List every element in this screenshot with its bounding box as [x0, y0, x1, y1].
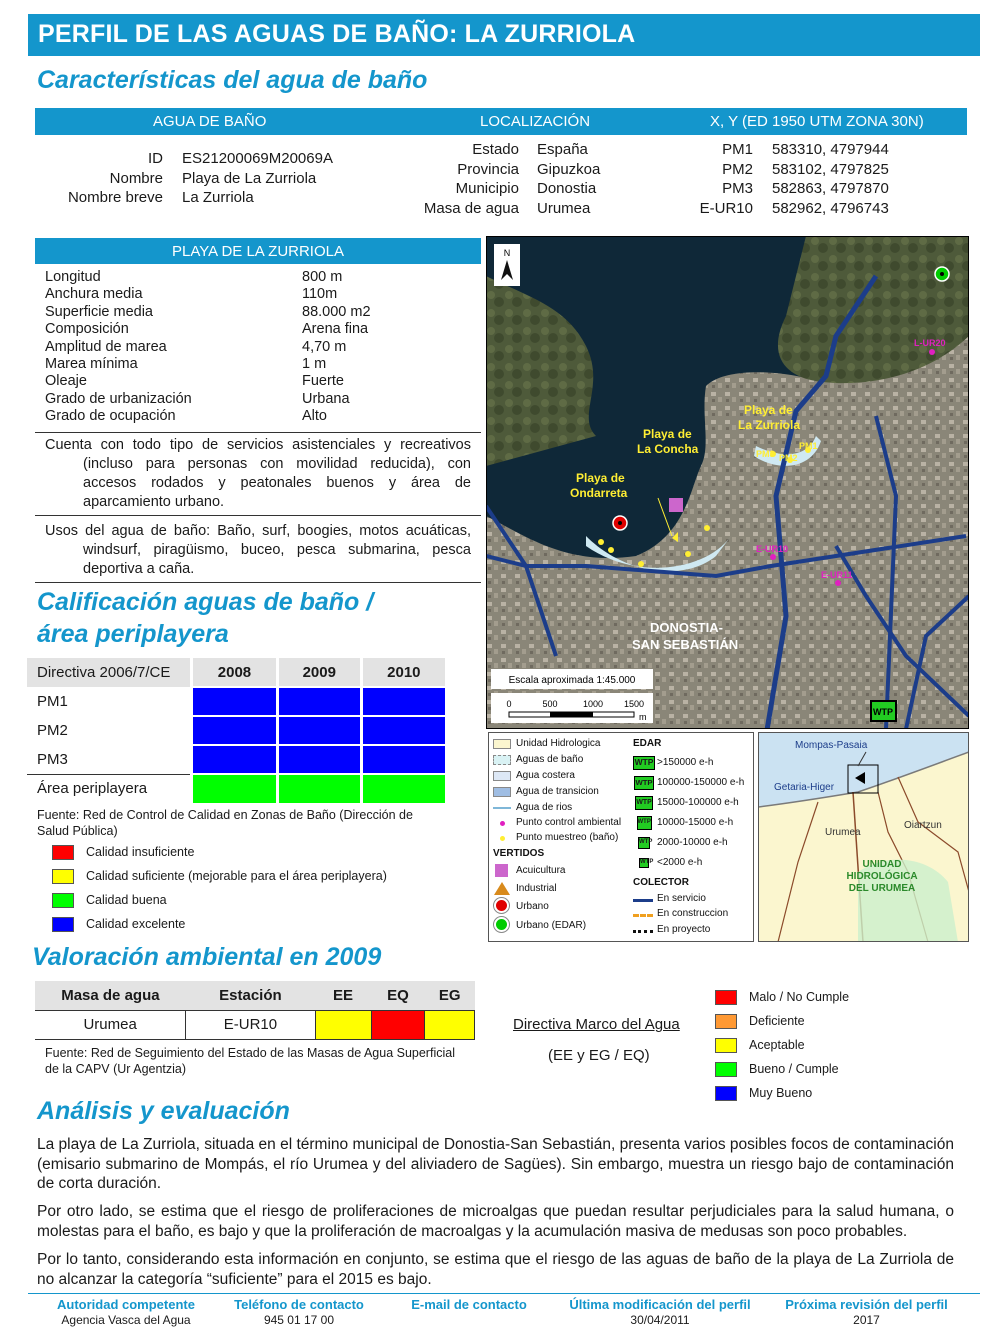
playa-row-label: Longitud: [45, 269, 101, 285]
coord-value: 582863, 4797870: [772, 180, 889, 197]
playa-row-label: Oleaje: [45, 373, 87, 390]
valoracion-estacion: E-UR10: [186, 1010, 315, 1039]
footer-heading: Autoridad competente: [57, 1297, 195, 1312]
urbano-icon: [494, 898, 509, 913]
valoracion-legend-swatch: [715, 1086, 737, 1101]
calificacion-cell: [361, 687, 445, 716]
valoracion-row: [35, 1010, 475, 1039]
legend-label: Calidad excelente: [86, 917, 186, 931]
coord-value: 582962, 4796743: [772, 199, 889, 217]
scale-tick-1500: 1500: [623, 699, 645, 709]
legend-colector-servicio: En servicio: [657, 893, 706, 904]
legend-label: Calidad buena: [86, 893, 167, 907]
calificacion-cell: [277, 774, 361, 803]
agua-id-label: ID: [148, 150, 163, 167]
playa-row-label: Grado de ocupación: [45, 408, 176, 425]
playa-row-value: 88.000 m2: [302, 303, 371, 320]
inset-map: [758, 732, 969, 942]
valoracion-header: Masa de agua: [35, 981, 186, 1010]
calificacion-cell: [192, 716, 278, 745]
scale-tick-0: 0: [506, 699, 512, 709]
edar-legend-label: 100000-150000 e-h: [657, 777, 745, 788]
scale-text: Escala aproximada 1:45.000: [508, 675, 636, 686]
agua-id-value: Playa de La Zurriola: [182, 169, 317, 187]
calificacion-row-label: PM1: [37, 693, 68, 710]
agua-id-value: ES21200069M20069A: [182, 150, 333, 167]
legend-colector-proyecto: En proyecto: [657, 924, 711, 935]
coord-label: PM1: [722, 141, 753, 158]
scale-unit: m: [639, 712, 647, 722]
footer-value: 2017: [853, 1313, 880, 1327]
agua-rios-icon: [493, 807, 511, 809]
valoracion-header-row: [35, 981, 475, 1010]
valoracion-header: EQ: [371, 981, 425, 1010]
edar-legend-label: 10000-15000 e-h: [657, 817, 734, 828]
footer-heading: Última modificación del perfil: [569, 1297, 751, 1312]
legend-agua-transicion: Agua de transicion: [516, 786, 599, 797]
directiva-marco-link[interactable]: Directiva Marco del Agua: [513, 1016, 680, 1033]
calificacion-cell: [277, 687, 361, 716]
calificacion-year-header: 2008: [192, 658, 278, 687]
industrial-icon: [494, 882, 510, 895]
inset-label-mompas: Mompas-Pasaia: [795, 740, 868, 751]
section-heading-calificacion: Calificación aguas de baño /: [37, 588, 374, 616]
section-heading-analisis: Análisis y evaluación: [37, 1097, 290, 1125]
label-ciudad-2: SAN SEBASTIÁN: [632, 637, 739, 652]
loc-label: Provincia: [457, 160, 519, 178]
directiva-sub: (EE y EG / EQ): [548, 1047, 650, 1064]
section-heading-caracteristicas: Características del agua de baño: [37, 66, 428, 94]
punto-muestreo-icon: [500, 836, 505, 841]
agua-id-value: La Zurriola: [182, 189, 254, 206]
playa-row-value: 1 m: [302, 356, 327, 372]
edar-legend-label: >150000 e-h: [657, 757, 714, 768]
calificacion-grid: [27, 658, 445, 804]
legend-colector-construccion: En construccion: [657, 908, 729, 919]
playa-row-value: Urbana: [302, 390, 350, 407]
playa-row-label: Anchura media: [45, 286, 143, 303]
colector-construccion-icon: [633, 914, 653, 917]
label-eur11: E-UR11: [821, 570, 853, 580]
playa-usos: Usos del agua de baño: Baño, surf, boogies, motos acuáticas, windsurf, piragüismo, buceo, pesca submarina, pesca deportiva a caña.: [45, 523, 471, 577]
footer-heading: Próxima revisión del perfil: [785, 1297, 948, 1312]
calificacion-row-label: Área periplayera: [27, 774, 192, 803]
wtp-legend-icon: WTP: [639, 858, 649, 868]
label-concha-2: La Concha: [637, 442, 699, 456]
playa-row-label: Grado de urbanización: [45, 390, 192, 407]
label-lur20: L-UR20: [914, 338, 946, 348]
inset-label-getaria: Getaria-Higer: [774, 782, 835, 793]
valoracion-header: EE: [315, 981, 371, 1010]
playa-rows-box: [35, 264, 481, 433]
valoracion-header: EG: [425, 981, 475, 1010]
scale-tick-1000: 1000: [582, 699, 604, 709]
calificacion-row: [27, 716, 445, 745]
legend-swatch: [52, 917, 74, 932]
label-pm3: PM3: [756, 449, 775, 459]
inset-label-oiartzun: Oiartzun: [904, 820, 942, 831]
legend-colector-title: COLECTOR: [633, 877, 689, 888]
loc-label: Estado: [472, 141, 519, 158]
label-zurriola-1: Playa de: [744, 403, 793, 417]
calificacion-row: [27, 774, 445, 803]
section-heading-periplayera: área periplayera: [37, 620, 229, 648]
footer-heading: Teléfono de contacto: [234, 1297, 364, 1312]
valoracion-cell: [425, 1010, 475, 1039]
legend-swatch: [52, 869, 74, 884]
playa-row-label: Amplitud de marea: [45, 338, 167, 355]
colector-servicio-icon: [633, 899, 653, 902]
urbano-edar-legend-icon: [494, 917, 509, 932]
loc-value: España: [537, 141, 588, 158]
playa-row-value: Arena fina: [302, 321, 369, 338]
control-point-eur11: [835, 580, 841, 586]
calificacion-row: [27, 745, 445, 774]
legend-label: Calidad insuficiente: [86, 845, 195, 859]
header-coordenadas: X, Y (ED 1950 UTM ZONA 30N): [710, 113, 924, 130]
location-map: [486, 236, 969, 729]
calificacion-row: [27, 687, 445, 716]
valoracion-fuente: Fuente: Red de Seguimiento del Estado de las Masas de Agua Superficial de la CAPV (Ur Agentzia): [45, 1046, 455, 1076]
valoracion-header: Estación: [186, 981, 315, 1010]
control-point-lur20: [929, 349, 935, 355]
footer-divider: [28, 1293, 980, 1294]
calificacion-row-label: PM2: [37, 722, 68, 739]
valoracion-legend-swatch: [715, 1062, 737, 1077]
map-legend: [488, 732, 754, 942]
unidad-hidrologica-icon: [493, 739, 511, 749]
loc-value: Gipuzkoa: [537, 160, 601, 178]
legend-label: Calidad suficiente (mejorable para el área periplayera): [86, 869, 387, 883]
calificacion-row-label: PM3: [37, 750, 68, 768]
valoracion-legend-swatch: [715, 1014, 737, 1029]
coord-value: 583102, 4797825: [772, 160, 889, 178]
aguas-bano-icon: [493, 755, 511, 765]
valoracion-legend-label: Bueno / Cumple: [749, 1062, 839, 1076]
scale-tick-500: 500: [542, 699, 558, 709]
legend-acuicultura: Acuicultura: [516, 865, 566, 876]
inset-label-urumea: Urumea: [825, 827, 861, 838]
acuicultura-marker: [669, 498, 683, 512]
calificacion-year-header: 2010: [361, 658, 445, 687]
playa-servicios: Cuenta con todo tipo de servicios asistenciales y recreativos (incluso para personas con movilidad reducida), con accesos rodados y peatonales buenos y área de aparcamiento urbano.: [45, 437, 471, 510]
label-ciudad-1: DONOSTIA-: [650, 620, 723, 635]
agua-id-label: Nombre: [109, 169, 163, 187]
valoracion-legend-label: Muy Bueno: [749, 1086, 813, 1100]
label-concha-1: Playa de: [643, 427, 692, 441]
calificacion-cell: [192, 745, 278, 774]
inset-label-unidad: UNIDAD: [862, 859, 902, 870]
inset-label-hidrologica: HIDROLÓGICA: [846, 871, 918, 882]
coord-label: PM2: [722, 160, 753, 178]
calificacion-cell: [192, 774, 278, 803]
analisis-paragraph-1: La playa de La Zurriola, situada en el término municipal de Donostia-San Sebastián, presenta varios posibles focos de contaminación (emisario submarino de Mompás, el río Urumea y del aliviadero de Sagües). Sin embargo, muestra un riesgo bajo de contaminación de corta duración.: [37, 1136, 954, 1192]
wtp-legend-icon: WTP: [638, 837, 650, 849]
footer-heading: E-mail de contacto: [411, 1297, 527, 1312]
wtp-legend-icon: WTP: [635, 796, 653, 810]
coord-label: PM3: [722, 180, 753, 197]
valoracion-legend-label: Aceptable: [749, 1038, 805, 1052]
coord-label: E-UR10: [699, 199, 753, 217]
coord-value: 583310, 4797944: [772, 141, 889, 158]
control-ambiental-icon: [500, 821, 505, 826]
acuicultura-icon: [495, 864, 508, 877]
analisis-paragraph-2: Por otro lado, se estima que el riesgo de proliferaciones de microalgas que puedan resultar perjudiciales para la salud humana, o molestas para el baño, es bajo y que la proliferación de macroalgas y la acumulación masiva de medusas son poco probables.: [37, 1203, 954, 1240]
analisis-paragraph-3: Por lo tanto, considerando esta información en conjunto, se estima que el riesgo de las aguas de baño de la playa de La Zurriola de no alcanzar la categoría “suficiente” para el 2015 es bajo.: [37, 1251, 954, 1288]
north-letter: N: [503, 248, 511, 258]
playa-header: PLAYA DE LA ZURRIOLA: [171, 243, 344, 260]
valoracion-cell: [315, 1010, 371, 1039]
section-heading-valoracion: Valoración ambiental en 2009: [32, 943, 382, 971]
valoracion-legend-swatch: [715, 1038, 737, 1053]
agua-id-label: Nombre breve: [67, 189, 163, 206]
footer-value: Agencia Vasca del Agua: [61, 1313, 191, 1327]
calificacion-fuente: Fuente: Red de Control de Calidad en Zonas de Baño (Dirección de Salud Pública): [37, 808, 413, 838]
legend-control-ambiental: Punto control ambiental: [516, 817, 622, 828]
divider-1: [35, 515, 481, 516]
playa-header-bar: [35, 238, 481, 264]
colector-proyecto-icon: [633, 930, 653, 933]
footer-value: 30/04/2011: [630, 1313, 690, 1327]
calificacion-year-header: 2009: [277, 658, 361, 687]
calificacion-cell: [192, 687, 278, 716]
legend-edar-title: EDAR: [633, 738, 662, 749]
control-point-eur10: [770, 554, 776, 560]
edar-legend-label: <2000 e-h: [657, 857, 703, 868]
legend-aguas-bano: Aguas de baño: [516, 754, 584, 765]
playa-row-label: Composición: [45, 321, 129, 338]
label-pm1: PM1: [799, 441, 818, 451]
loc-value: Donostia: [537, 180, 597, 197]
legend-swatch: [52, 893, 74, 908]
label-pm2: PM2: [779, 453, 798, 463]
legend-swatch: [52, 845, 74, 860]
label-eur10: E-UR10: [756, 544, 789, 554]
loc-label: Municipio: [455, 180, 519, 197]
agua-header-bar: [35, 108, 967, 135]
label-ondarreta-1: Playa de: [576, 471, 625, 485]
legend-unidad-hidrologica: Unidad Hidrologica: [516, 738, 601, 749]
playa-row-value: 4,70 m: [302, 338, 347, 355]
calificacion-cell: [277, 716, 361, 745]
legend-punto-muestreo: Punto muestreo (baño): [516, 832, 619, 843]
wtp-legend-icon: WTP: [634, 776, 654, 790]
header-localizacion: LOCALIZACIÓN: [480, 113, 591, 130]
inset-label-del-urumea: DEL URUMEA: [848, 883, 916, 894]
footer-value: 945 01 17 00: [263, 1313, 335, 1327]
valoracion-cell: [371, 1010, 425, 1039]
loc-label: Masa de agua: [423, 199, 519, 217]
calificacion-header-label: Directiva 2006/7/CE: [27, 658, 192, 687]
valoracion-masa: Urumea: [35, 1010, 186, 1039]
label-zurriola-2: La Zurriola: [738, 418, 801, 432]
edar-legend-label: 2000-10000 e-h: [657, 837, 728, 848]
calificacion-header-row: [27, 658, 445, 687]
loc-value: Urumea: [537, 199, 591, 217]
playa-row-value: Alto: [302, 408, 327, 425]
wtp-legend-icon: WTP: [637, 816, 652, 830]
valoracion-legend-label: Malo / No Cumple: [749, 990, 850, 1004]
playa-row-value: 800 m: [302, 269, 343, 285]
agua-costera-icon: [493, 771, 511, 781]
valoracion-legend-swatch: [715, 990, 737, 1005]
wtp-legend-icon: WTP: [633, 756, 655, 770]
label-ondarreta-2: Ondarreta: [570, 486, 628, 500]
playa-row-label: Superficie media: [45, 303, 153, 320]
playa-row-label: Marea mínima: [45, 356, 138, 372]
agua-transicion-icon: [493, 787, 511, 797]
header-agua-de-bano: AGUA DE BAÑO: [153, 113, 267, 130]
calificacion-cell: [361, 774, 445, 803]
calificacion-cell: [361, 745, 445, 774]
svg-text:WTP: WTP: [873, 707, 893, 717]
legend-agua-costera: Agua costera: [516, 770, 575, 781]
calificacion-cell: [277, 745, 361, 774]
playa-row-value: 110m: [302, 286, 338, 303]
legend-vertidos-title: VERTIDOS: [493, 848, 545, 859]
playa-row-value: Fuerte: [302, 373, 344, 390]
edar-legend-label: 15000-100000 e-h: [657, 797, 739, 808]
calificacion-cell: [361, 716, 445, 745]
page-title: PERFIL DE LAS AGUAS DE BAÑO: LA ZURRIOLA: [28, 14, 980, 56]
legend-industrial: Industrial: [516, 883, 557, 894]
divider-2: [35, 582, 481, 583]
valoracion-grid: [35, 981, 475, 1040]
valoracion-legend-label: Deficiente: [749, 1014, 805, 1028]
legend-agua-rios: Agua de rios: [516, 802, 573, 813]
legend-urbano: Urbano: [516, 901, 549, 912]
legend-urbano-edar: Urbano (EDAR): [516, 920, 587, 931]
